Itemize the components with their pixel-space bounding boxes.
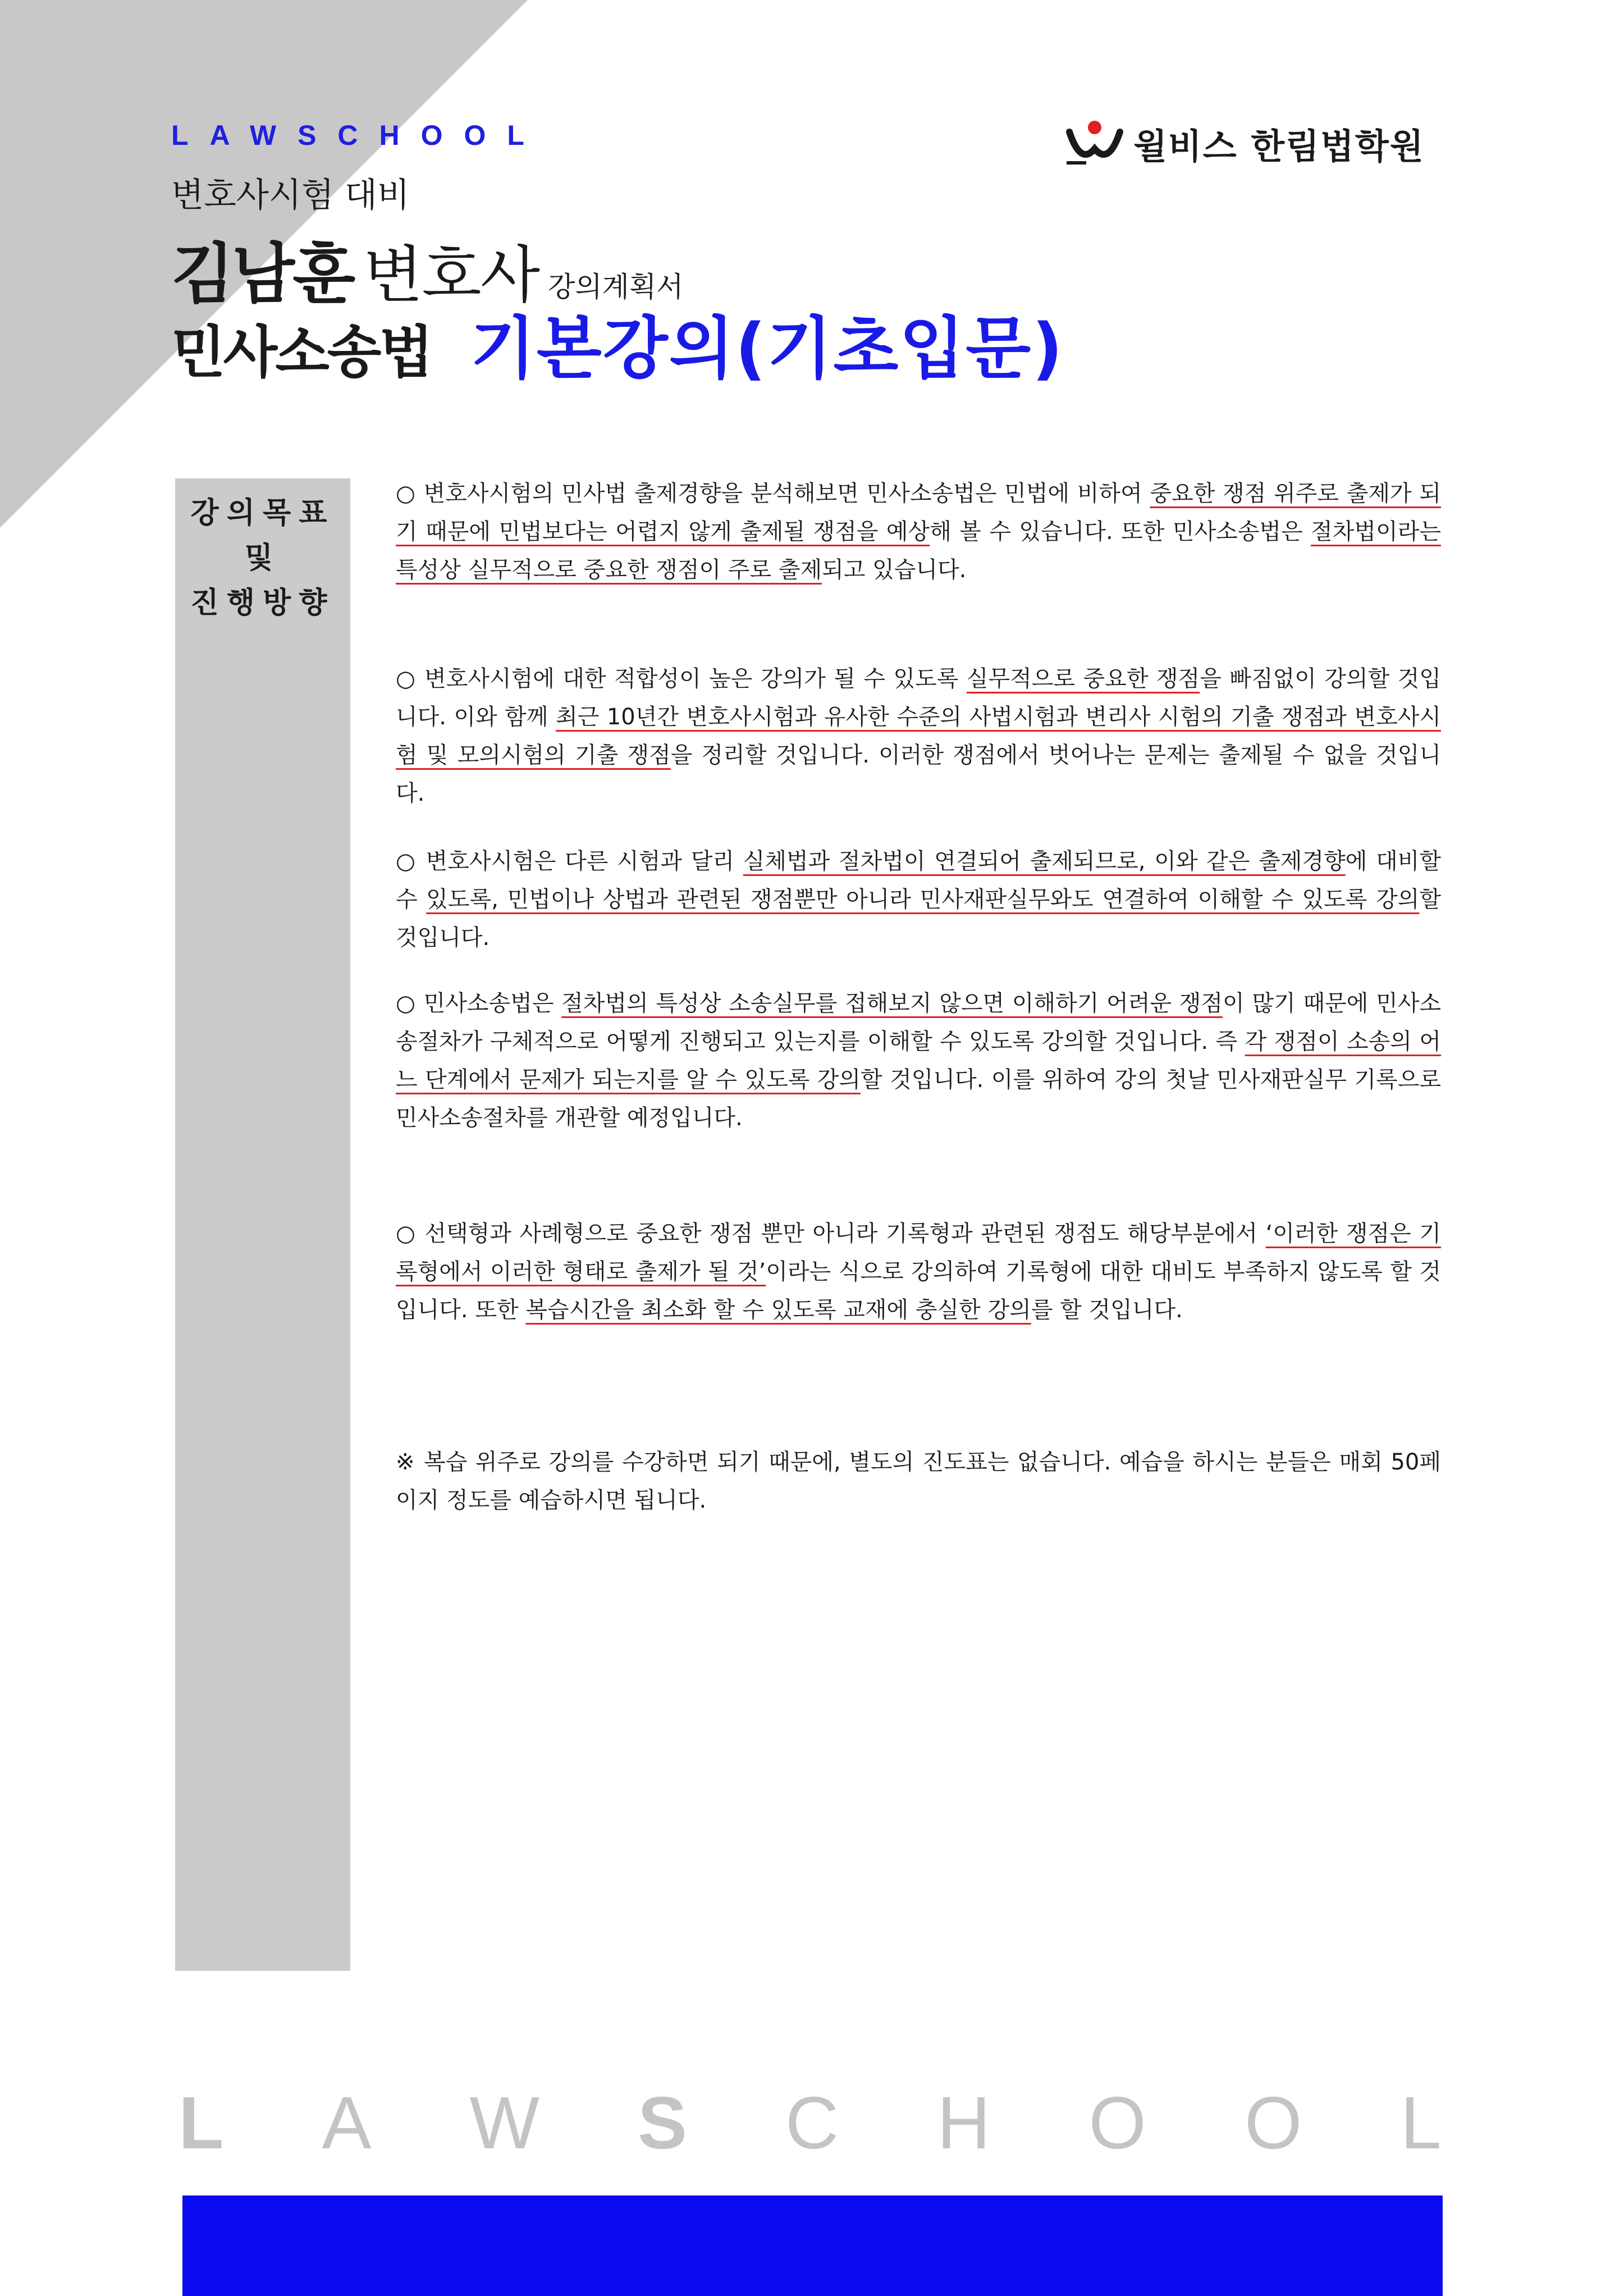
footer-letter: A (322, 2082, 372, 2164)
p1-underline-a: 중요한 쟁점 위주로 출제가 되기 때문에 민법보다는 어렵지 않게 출제될 쟁점을 예상 (396, 481, 1441, 545)
footer-letter: W (469, 2082, 540, 2164)
footer-blue-bar (182, 2195, 1443, 2296)
p4-text-b: 이 많기 때문에 민사소송절차가 구체적으로 어떻게 진행되고 있는지를 이해할 수 있도록 강의할 것입니다. 즉 (396, 990, 1441, 1055)
p4-underline-a: 절차법의 특성상 소송실무를 접해보지 않으면 이해하기 어려운 쟁점 (561, 990, 1223, 1016)
paragraph-2 (396, 660, 1441, 812)
p3-text-c: 할 것입니다. (396, 887, 1441, 951)
p5-text-c: 를 할 것입니다. (1031, 1297, 1183, 1323)
academy-name: 윌비스 한림법학원 (1133, 125, 1425, 167)
brand-lawschool-bottom (179, 2080, 1442, 2165)
p3-underline-b: 있도록, 민법이나 상법과 관련된 쟁점뿐만 아니라 민사재판실무와도 연결하여 이해할 수 있도록 강의 (426, 887, 1420, 912)
footer-letter: L (179, 2082, 224, 2164)
p2-text-c: 을 정리할 것입니다. 이러한 쟁점에서 벗어나는 문제는 출제될 수 없을 것입니다. (396, 742, 1442, 806)
footer-letter: O (1244, 2082, 1302, 2164)
p5-text-b: 이라는 식으로 강의하여 기록형에 대한 대비도 부족하지 않도록 할 것입니다. 또한 (396, 1259, 1441, 1323)
sidebar-label (175, 478, 350, 626)
p5-underline-a: ‘이러한 쟁점은 기록형에서 이러한 형태로 출제가 될 것’ (396, 1221, 1441, 1285)
p1-text-c: 되고 있습니다. (822, 557, 967, 583)
footer-letter: L (1400, 2082, 1442, 2164)
p4-underline-b: 각 쟁점이 소송의 어느 단계에서 문제가 되는지를 알 수 있도록 강의 (396, 1029, 1441, 1093)
p1-text-a: ○ 변호사시험의 민사법 출제경향을 분석해보면 민사소송법은 민법에 비하여 (396, 481, 1150, 506)
instructor-title: 변호사 (363, 239, 539, 311)
section-sidebar (175, 478, 350, 1971)
course-row (171, 295, 1064, 391)
p3-underline-a: 실체법과 절차법이 연결되어 출제되므로, 이와 같은 출제경향 (743, 848, 1346, 874)
footer-letter: C (785, 2082, 839, 2164)
paragraph-3 (396, 842, 1441, 957)
p2-text-b: 을 빠짐없이 강의할 것입니다. 이와 함께 (396, 666, 1441, 730)
p1-text-b: 해 볼 수 있습니다. 또한 민사소송법은 (930, 519, 1311, 545)
p4-text-a: ○ 민사소송법은 (396, 990, 562, 1016)
content-body (396, 474, 1442, 1513)
p2-text-a: ○ 변호사시험에 대한 적합성이 높은 강의가 될 수 있도록 (396, 666, 967, 692)
brand-lawschool-top: LAWSCHOOL (171, 120, 546, 151)
sidebar-label-line3: 진행방향 (190, 586, 335, 620)
sidebar-label-line1: 강의목표 (190, 496, 335, 530)
p3-text-b: 에 대비할 수 (396, 848, 1442, 912)
subject-title: 민사소송법 (171, 319, 431, 385)
p2-underline-a: 실무적으로 중요한 쟁점 (966, 666, 1200, 692)
footer-letter: O (1088, 2082, 1147, 2164)
paragraph-note: ※ 복습 위주로 강의를 수강하면 되기 때문에, 별도의 진도표는 없습니다. 예습을 하시는 분들은 매회 50페이지 정도를 예습하시면 됩니다. (396, 1449, 1441, 1513)
p4-text-c: 할 것입니다. 이를 위하여 강의 첫날 민사재판실무 기록으로 민사소송절차를 개관할 예정입니다. (396, 1067, 1441, 1131)
footer-letter: S (637, 2082, 687, 2164)
exam-subtitle: 변호사시험 대비 (171, 176, 410, 215)
academy-emblem-icon (1064, 115, 1126, 171)
paragraph-5 (396, 1215, 1441, 1329)
course-title: 기본강의(기초입문) (470, 310, 1064, 388)
footer-letter: H (937, 2082, 991, 2164)
academy-logo (1064, 115, 1425, 171)
paragraph-1 (396, 474, 1441, 589)
p2-underline-b: 최근 10년간 변호사시험과 유사한 수준의 사법시험과 변리사 시험의 기출 쟁점과 변호사시험 및 모의시험의 기출 쟁점 (396, 704, 1441, 768)
paragraph-4 (396, 984, 1441, 1137)
sidebar-label-line2: 및 (244, 541, 281, 575)
p5-underline-b: 복습시간을 최소화 할 수 있도록 교재에 충실한 강의 (525, 1297, 1031, 1323)
p5-text-a: ○ 선택형과 사례형으로 중요한 쟁점 뿐만 아니라 기록형과 관련된 쟁점도 해당부분에서 (396, 1221, 1266, 1247)
p1-underline-b: 절차법이라는 특성상 실무적으로 중요한 쟁점이 주로 출제 (396, 519, 1441, 583)
plan-label: 강의계획서 (547, 271, 684, 303)
p3-text-a: ○ 변호사시험은 다른 시험과 달리 (396, 848, 743, 874)
instructor-name: 김남훈 (171, 236, 354, 312)
